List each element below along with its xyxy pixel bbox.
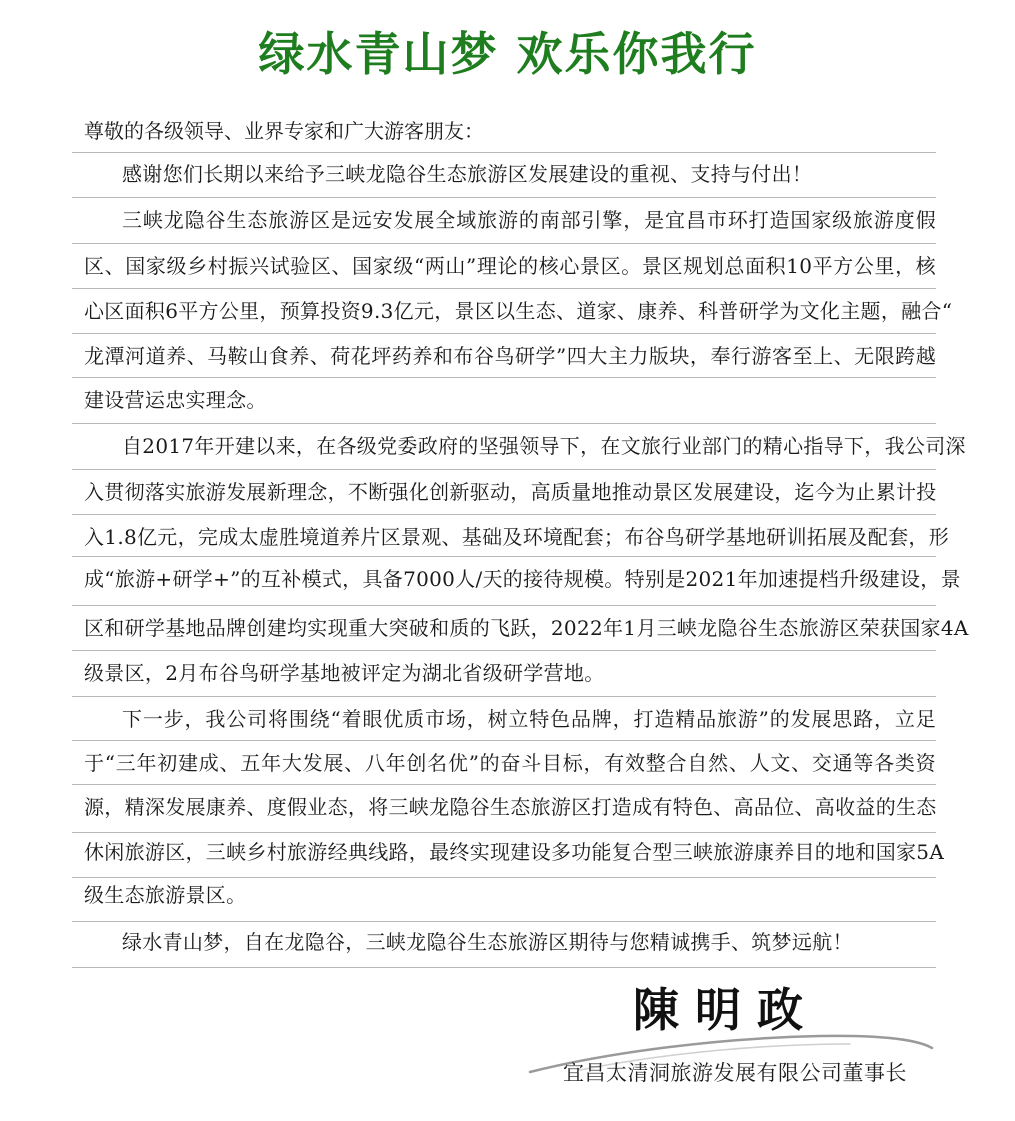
- body-line: 心区面积6平方公里，预算投资9.3亿元，景区以生态、道家、康养、科普研学为文化主题，融合“: [84, 299, 953, 323]
- body-line: 三峡龙隐谷生态旅游区是远安发展全域旅游的南部引擎，是宜昌市环打造国家级旅游度假: [122, 208, 936, 232]
- ruled-line: [72, 877, 936, 878]
- ruled-line: [72, 921, 936, 922]
- body-line: 建设营运忠实理念。: [84, 388, 267, 412]
- body-line: 源，精深发展康养、度假业态，将三峡龙隐谷生态旅游区打造成有特色、高品位、高收益的生态: [84, 795, 937, 819]
- signer-title: 宜昌太清洞旅游发展有限公司董事长: [563, 1061, 907, 1085]
- ruled-line: [72, 740, 936, 741]
- body-line: 入1.8亿元，完成太虚胜境道养片区景观、基础及环境配套；布谷鸟研学基地研训拓展及配套，形: [84, 525, 950, 549]
- body-line: 级景区，2月布谷鸟研学基地被评定为湖北省级研学营地。: [84, 661, 605, 685]
- ruled-line: [72, 377, 936, 378]
- body-line: 休闲旅游区，三峡乡村旅游经典线路，最终实现建设多功能复合型三峡旅游康养目的地和国家5A: [84, 840, 945, 864]
- ruled-line: [72, 514, 936, 515]
- body-line: 自2017年开建以来，在各级党委政府的坚强领导下，在文旅行业部门的精心指导下，我公司深: [122, 434, 966, 458]
- body-line: 感谢您们长期以来给予三峡龙隐谷生态旅游区发展建设的重视、支持与付出！: [122, 162, 813, 186]
- greeting: 尊敬的各级领导、业界专家和广大游客朋友：: [84, 119, 484, 143]
- body-line: 入贯彻落实旅游发展新理念，不断强化创新驱动，高质量地推动景区发展建设，迄今为止累计投: [84, 480, 937, 504]
- body-line: 成“旅游+研学+”的互补模式，具备7000人/天的接待规模。特别是2021年加速提档升级建设，景: [84, 567, 961, 591]
- body-line: 龙潭河道养、马鞍山食养、荷花坪药养和布谷鸟研学”四大主力版块，奉行游客至上、无限跨越: [84, 344, 936, 368]
- ruled-line: [72, 243, 936, 244]
- body-line: 级生态旅游景区。: [84, 883, 247, 907]
- ruled-line: [72, 605, 936, 606]
- body-line: 于“三年初建成、五年大发展、八年创名优”的奋斗目标，有效整合自然、人文、交通等各类资: [84, 751, 936, 775]
- body-line: 下一步，我公司将围绕“着眼优质市场，树立特色品牌，打造精品旅游”的发展思路，立足: [122, 707, 936, 731]
- handwritten-signature: 陳明政: [633, 983, 819, 1037]
- ruled-line: [72, 288, 936, 289]
- ruled-line: [72, 333, 936, 334]
- body-line: 绿水青山梦，自在龙隐谷，三峡龙隐谷生态旅游区期待与您精诚携手、筑梦远航！: [122, 930, 853, 954]
- body-line: 区和研学基地品牌创建均实现重大突破和质的飞跃，2022年1月三峡龙隐谷生态旅游区荣获国家4A: [84, 616, 969, 640]
- ruled-line: [72, 556, 936, 557]
- body-line: 区、国家级乡村振兴试验区、国家级“两山”理论的核心景区。景区规划总面积10平方公里，核: [84, 254, 936, 278]
- ruled-line: [72, 696, 936, 697]
- ruled-line: [72, 423, 936, 424]
- ruled-line: [72, 784, 936, 785]
- ruled-line: [72, 832, 936, 833]
- ruled-line: [72, 967, 936, 968]
- page-title: 绿水青山梦 欢乐你我行: [258, 27, 757, 81]
- ruled-line: [72, 152, 936, 153]
- ruled-line: [72, 469, 936, 470]
- ruled-line: [72, 197, 936, 198]
- ruled-line: [72, 650, 936, 651]
